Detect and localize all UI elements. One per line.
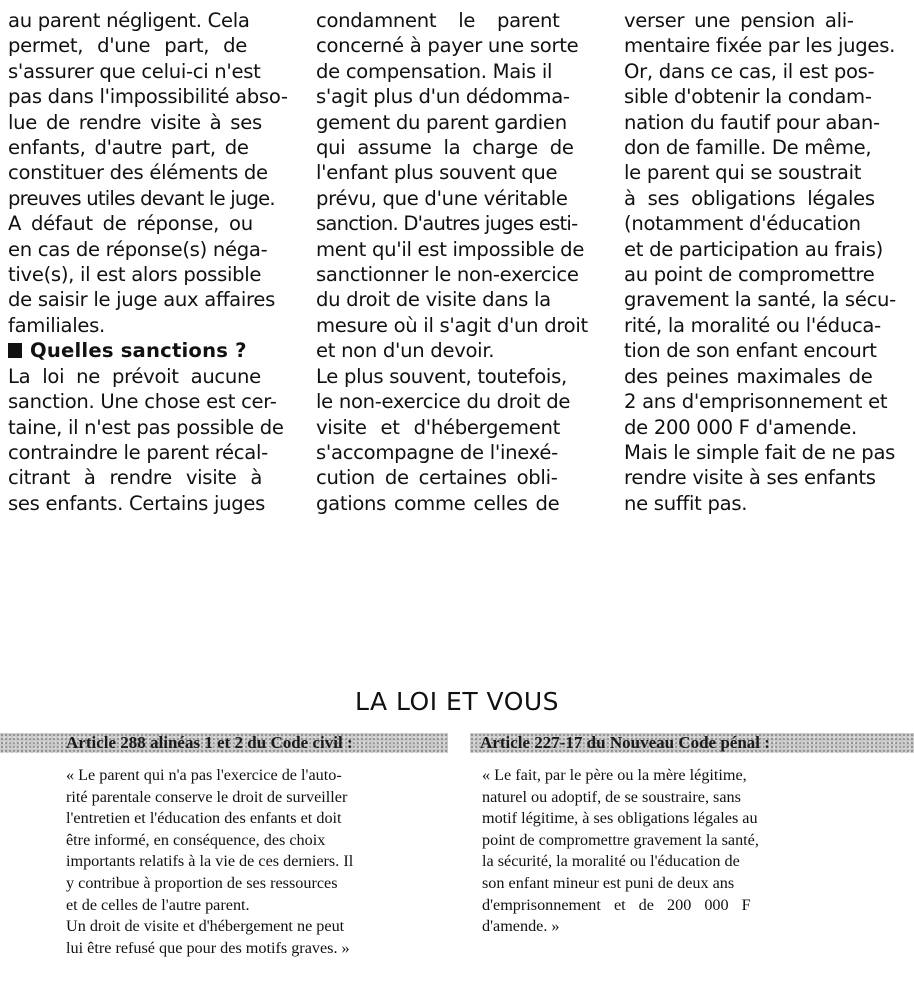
text-line: gations comme celles de bbox=[316, 491, 560, 515]
text-line: de 200 000 F d'amende. bbox=[624, 415, 857, 439]
text-line: s'agit plus d'un dédomma- bbox=[316, 85, 570, 109]
law-line: Un droit de visite et d'hébergement ne peut bbox=[66, 917, 345, 936]
text-line: ment qu'il est impossible de bbox=[316, 237, 585, 261]
text-line: cution de certaines obli- bbox=[316, 466, 558, 490]
text-line: contraindre le parent récal- bbox=[8, 440, 268, 464]
law-line: son enfant mineur est puni de deux ans bbox=[482, 873, 735, 892]
text-line: don de famille. De même, bbox=[624, 136, 872, 160]
text-line: A défaut de réponse, ou bbox=[8, 212, 253, 236]
text-line: ses enfants. Certains juges bbox=[8, 491, 266, 515]
law-banner-left bbox=[0, 733, 448, 753]
text-line: prévu, que d'une véritable bbox=[316, 186, 568, 210]
text-line: à ses obligations légales bbox=[624, 186, 875, 210]
law-line: être informé, en conséquence, des choix bbox=[66, 830, 326, 849]
text-line: sanction. D'autres juges esti- bbox=[316, 212, 578, 236]
text-line: 2 ans d'emprisonnement et bbox=[624, 390, 888, 414]
text-line: familiales. bbox=[8, 313, 105, 337]
text-line: du droit de visite dans la bbox=[316, 288, 551, 312]
text-line: mentaire fixée par les juges. bbox=[624, 34, 896, 58]
text-line: des peines maximales de bbox=[624, 364, 873, 388]
text-line: et de participation au frais) bbox=[624, 237, 883, 261]
text-line: mesure où il s'agit d'un droit bbox=[316, 313, 588, 337]
law-line: « Le fait, par le père ou la mère légitime, bbox=[482, 766, 747, 784]
text-line: rité, la moralité ou l'éduca- bbox=[624, 313, 881, 337]
article-column-1 bbox=[8, 8, 296, 516]
law-line: l'entretien et l'éducation des enfants et doit bbox=[66, 809, 342, 828]
law-line: rité parentale conserve le droit de surveiller bbox=[66, 787, 348, 806]
text-line: Or, dans ce cas, il est pos- bbox=[624, 59, 875, 83]
law-box-title: LA LOI ET VOUS bbox=[354, 687, 560, 716]
text-line: au parent négligent. Cela bbox=[8, 9, 250, 32]
text-line: le non-exercice du droit de bbox=[316, 390, 571, 414]
law-line: importants relatifs à la vie de ces derniers. Il bbox=[66, 852, 354, 871]
text-line: permet, d'une part, de bbox=[8, 34, 247, 58]
law-line: « Le parent qui n'a pas l'exercice de l'auto- bbox=[66, 766, 342, 784]
text-line: La loi ne prévoit aucune bbox=[8, 364, 261, 388]
text-line: sible d'obtenir la condam- bbox=[624, 85, 872, 109]
text-line: s'accompagne de l'inexé- bbox=[316, 440, 558, 464]
text-line: au point de compromettre bbox=[624, 263, 875, 287]
text-line: gement du parent gardien bbox=[316, 110, 567, 134]
text-line: s'assurer que celui-ci n'est bbox=[8, 59, 261, 83]
section-heading-text: Quelles sanctions ? bbox=[30, 339, 247, 363]
text-line: citrant à rendre visite à bbox=[8, 466, 263, 490]
text-line: preuves utiles devant le juge. bbox=[8, 186, 275, 210]
text-line: (notamment d'éducation bbox=[624, 212, 861, 236]
law-line: et de celles de l'autre parent. bbox=[66, 895, 250, 914]
text-line: de compensation. Mais il bbox=[316, 59, 553, 83]
law-text-left bbox=[66, 765, 426, 959]
law-line: point de compromettre gravement la santé, bbox=[482, 830, 759, 849]
text-line: de saisir le juge aux affaires bbox=[8, 288, 276, 312]
text-line: Le plus souvent, toutefois, bbox=[316, 364, 567, 388]
law-line: naturel ou adoptif, de se soustraire, sans bbox=[482, 787, 741, 806]
text-line: ne suffit pas. bbox=[624, 491, 748, 515]
text-line: constituer des éléments de bbox=[8, 161, 268, 185]
article-column-3 bbox=[624, 8, 914, 516]
text-line: pas dans l'impossibilité abso- bbox=[8, 85, 288, 109]
text-line: en cas de réponse(s) néga- bbox=[8, 237, 268, 261]
text-line: sanctionner le non-exercice bbox=[316, 263, 579, 287]
text-line: et non d'un devoir. bbox=[316, 339, 495, 363]
text-line: qui assume la charge de bbox=[316, 136, 574, 160]
section-heading bbox=[8, 338, 296, 363]
text-line: tion de son enfant encourt bbox=[624, 339, 877, 363]
text-line: lue de rendre visite à ses bbox=[8, 110, 262, 134]
law-line: lui être refusé que pour des motifs graves. » bbox=[66, 938, 350, 957]
law-banner-right bbox=[470, 733, 914, 753]
text-line: rendre visite à ses enfants bbox=[624, 466, 876, 490]
law-line: d'amende. » bbox=[482, 917, 560, 936]
article-column-2 bbox=[316, 8, 604, 516]
law-text-right bbox=[482, 765, 842, 938]
text-line: enfants, d'autre part, de bbox=[8, 136, 249, 160]
square-bullet-icon bbox=[8, 343, 22, 358]
text-line: gravement la santé, la sécu- bbox=[624, 288, 896, 312]
text-line: condamnent le parent bbox=[316, 9, 560, 32]
text-line: taine, il n'est pas possible de bbox=[8, 415, 284, 439]
law-line: motif légitime, à ses obligations légales au bbox=[482, 809, 758, 828]
law-line: y contribue à proportion de ses ressources bbox=[66, 873, 338, 892]
text-line: visite et d'hébergement bbox=[316, 415, 560, 439]
law-heading-right: Article 227-17 du Nouveau Code pénal : bbox=[480, 733, 770, 752]
text-line: l'enfant plus souvent que bbox=[316, 161, 558, 185]
law-heading-left: Article 288 alinéas 1 et 2 du Code civil : bbox=[66, 733, 353, 752]
law-line: d'emprisonnement et de 200 000 F bbox=[482, 895, 751, 914]
text-line: tive(s), il est alors possible bbox=[8, 263, 262, 287]
text-line: concerné à payer une sorte bbox=[316, 34, 579, 58]
text-line: nation du fautif pour aban- bbox=[624, 110, 880, 134]
text-line: le parent qui se soustrait bbox=[624, 161, 862, 185]
law-line: la sécurité, la moralité ou l'éducation de bbox=[482, 852, 740, 871]
text-line: sanction. Une chose est cer- bbox=[8, 390, 277, 414]
text-line: verser une pension ali- bbox=[624, 9, 854, 32]
text-line: Mais le simple fait de ne pas bbox=[624, 440, 896, 464]
